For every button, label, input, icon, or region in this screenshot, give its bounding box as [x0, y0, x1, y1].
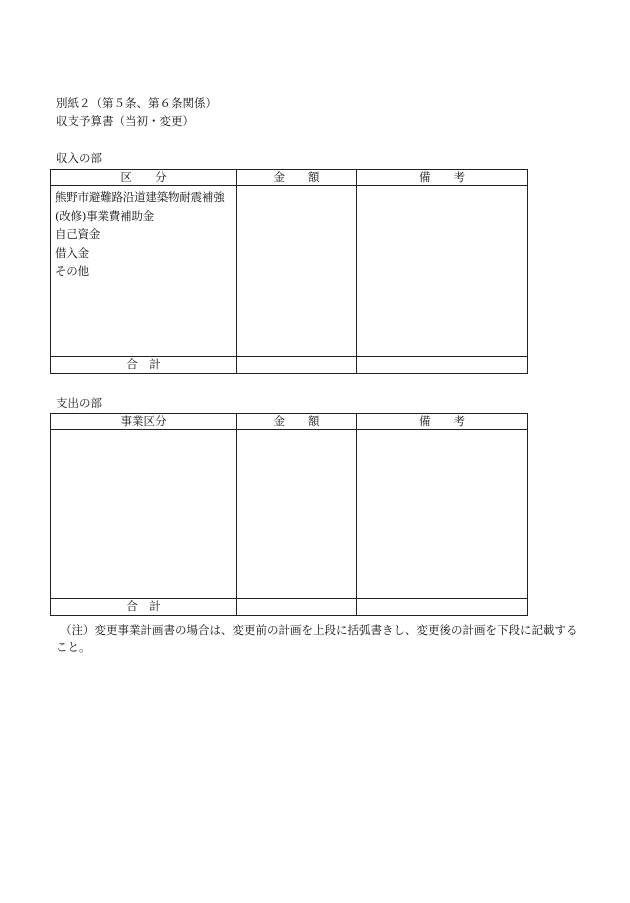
expense-header-row	[51, 414, 528, 430]
income-total-amount-cell[interactable]	[237, 357, 357, 374]
expense-category-cell[interactable]	[51, 430, 237, 599]
income-item: 熊野市避難路沿道建築物耐震補強	[55, 190, 225, 204]
expense-section-title: 支出の部	[56, 396, 102, 410]
expense-total-row	[51, 599, 528, 616]
income-col-amount: 金 額	[237, 170, 357, 186]
income-item: その他	[55, 264, 89, 278]
footnote-line-1: （注）変更事業計画書の場合は、変更前の計画を上段に括弧書きし、変更後の計画を下段に記載する	[60, 623, 578, 637]
income-item: 借入金	[55, 245, 89, 260]
footnote-line-2: こと。	[56, 640, 91, 654]
expense-total-label: 合 計	[51, 599, 237, 616]
income-amount-cell[interactable]	[237, 186, 357, 357]
income-remarks-cell[interactable]	[357, 186, 528, 357]
footnote	[56, 622, 576, 656]
expense-remarks-cell[interactable]	[357, 430, 528, 599]
income-item: 自己資金	[55, 227, 101, 241]
expense-total-amount-cell[interactable]	[237, 599, 357, 616]
annex-label: 別紙２（第５条、第６条関係）	[56, 96, 217, 110]
expense-amount-cell[interactable]	[237, 430, 357, 599]
income-section-title: 収入の部	[56, 151, 102, 165]
income-table	[50, 169, 528, 374]
expense-body-row	[51, 430, 528, 599]
income-item: (改修)事業費補助金	[55, 208, 154, 223]
expense-col-category: 事業区分	[51, 414, 237, 430]
income-col-remarks: 備 考	[357, 170, 528, 186]
income-items-cell	[51, 186, 237, 357]
income-total-remarks-cell[interactable]	[357, 357, 528, 374]
expense-col-amount: 金 額	[237, 414, 357, 430]
expense-table	[50, 413, 528, 616]
expense-col-remarks: 備 考	[357, 414, 528, 430]
income-body-row	[51, 186, 528, 357]
document-title: 収支予算書（当初・変更）	[56, 114, 194, 128]
expense-total-remarks-cell[interactable]	[357, 599, 528, 616]
income-total-label: 合 計	[51, 357, 237, 374]
income-col-category: 区 分	[51, 170, 237, 186]
income-total-row	[51, 357, 528, 374]
income-header-row	[51, 170, 528, 186]
